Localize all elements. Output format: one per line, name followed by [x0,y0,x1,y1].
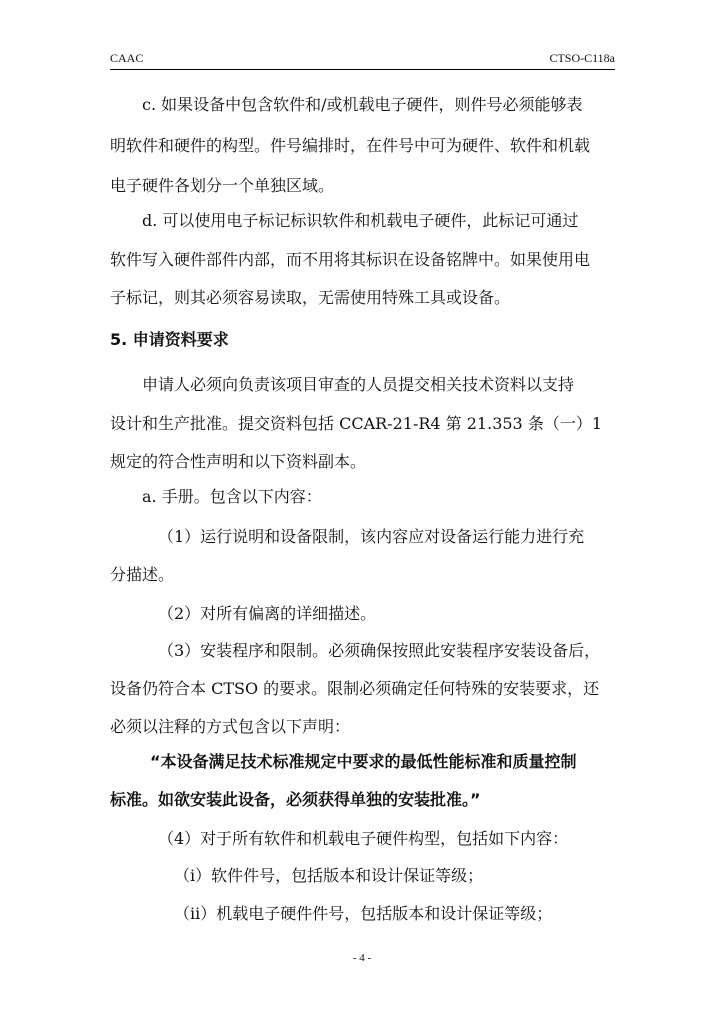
text-line: 规定的符合性声明和以下资料副本。 [110,452,367,471]
text-line: （ii）机载电子硬件件号，包括版本和设计保证等级； [174,904,553,923]
text-line: （2）对所有偏离的详细描述。 [158,604,377,623]
text-line: 明软件和硬件的构型。件号编排时，在件号中可为硬件、软件和机载 [110,136,591,155]
page-header [110,51,615,70]
text-line: 必须以注释的方式包含以下声明： [110,717,351,736]
text-line: a. 手册。包含以下内容： [142,487,322,506]
text-line: （4）对于所有软件和机载电子硬件构型，包括如下内容： [158,829,569,848]
text-line: 子标记，则其必须容易读取，无需使用特殊工具或设备。 [110,288,511,307]
text-line: （1）运行说明和设备限制，该内容应对设备运行能力进行充 [158,527,585,546]
text-line: 软件写入硬件部件内部，而不用将其标识在设备铭牌中。如果使用电 [110,250,591,269]
text-line: c. 如果设备中包含软件和/或机载电子硬件，则件号必须能够表 [142,95,583,114]
page-number: - 4 - [352,952,372,964]
quoted-statement: 标准。如欲安装此设备，必须获得单独的安装批准。” [110,790,481,809]
text-line: （3）安装程序和限制。必须确保按照此安装程序安装设备后， [158,641,601,660]
text-line: d. 可以使用电子标记标识软件和机载电子硬件，此标记可通过 [142,211,579,230]
text-line: （i）软件件号，包括版本和设计保证等级； [174,866,484,885]
text-line: 申请人必须向负责该项目审查的人员提交相关技术资料以支持 [142,375,575,394]
text-line: 设备仍符合本 CTSO 的要求。限制必须确定任何特殊的安装要求，还 [110,679,600,698]
text-line: 设计和生产批准。提交资料包括 CCAR-21-R4 第 21.353 条（一）1 [110,414,602,433]
text-line: 分描述。 [110,565,175,584]
header-right: CTSO-C118a [549,51,615,65]
section-heading: 5. 申请资料要求 [110,330,229,349]
text-line: 电子硬件各划分一个单独区域。 [110,176,335,195]
quoted-statement: “本设备满足技术标准规定中要求的最低性能标准和质量控制 [150,752,577,771]
header-left: CAAC [110,51,144,65]
